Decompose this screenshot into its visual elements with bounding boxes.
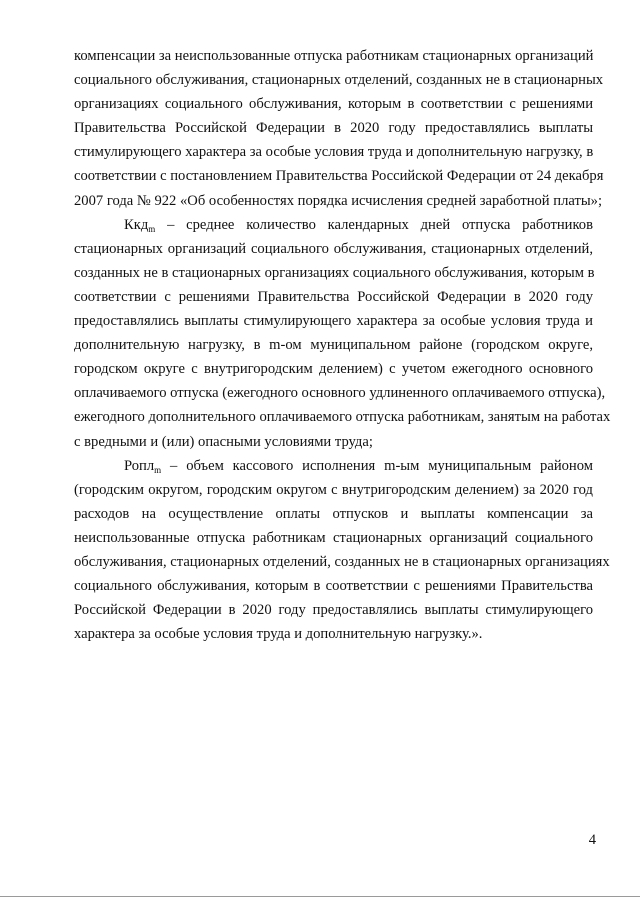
text-line xyxy=(74,454,593,478)
text-line xyxy=(74,92,593,116)
line-text: стимулирующего характера за особые условия труда и дополнительную нагрузку, в xyxy=(74,144,594,161)
paragraph-p1 xyxy=(74,44,604,213)
text-line xyxy=(74,285,593,309)
line-text: Правительства Российской Федерации в 2020 году предоставлялись выплаты xyxy=(74,120,593,137)
line-text: компенсации за неиспользованные отпуска работникам стационарных организаций xyxy=(74,48,594,64)
line-text: дополнительную нагрузку, в m-ом муниципальном районе (городском округе, xyxy=(74,337,593,354)
formula-subscript: m xyxy=(154,464,162,475)
line-text: характера за особые условия труда и дополнительную нагрузку.». xyxy=(74,626,483,643)
text-line xyxy=(74,622,593,646)
formula-term: Ккд xyxy=(124,216,149,233)
text-line xyxy=(74,502,593,526)
line-text: расходов на осуществление оплаты отпусков и выплаты компенсации за xyxy=(74,505,593,522)
paragraph-p3 xyxy=(74,454,610,647)
text-line xyxy=(74,140,593,164)
line-text: стационарных организаций социального обслуживания, стационарных отделений, xyxy=(74,240,593,257)
text-line xyxy=(74,430,593,454)
formula-term: Ропл xyxy=(124,457,155,474)
text-line xyxy=(74,333,593,357)
line-text: оплачиваемого отпуска (ежегодного основного удлиненного оплачиваемого отпуска), xyxy=(74,385,606,402)
line-text: организациях социального обслуживания, которым в соответствии с решениями xyxy=(74,96,593,113)
text-line xyxy=(74,526,593,550)
text-line xyxy=(74,309,593,333)
body-text xyxy=(74,44,611,646)
text-line xyxy=(74,116,593,140)
text-line xyxy=(74,574,593,598)
text-line xyxy=(74,478,593,502)
line-text: соответствии с постановлением Правительства Российской Федерации от 24 декабря xyxy=(74,168,604,185)
text-line xyxy=(74,237,593,261)
text-line xyxy=(74,68,604,92)
line-text: Российской Федерации в 2020 году предоставлялись выплаты стимулирующего xyxy=(74,602,593,619)
text-line xyxy=(74,598,593,622)
line-text: созданных не в стационарных организациях социального обслуживания, которым в xyxy=(74,264,595,281)
text-line xyxy=(74,357,593,381)
page-number: 4 xyxy=(588,832,596,848)
line-text: (городским округом, городским округом с внутригородским делением) за 2020 год xyxy=(74,481,593,498)
text-line xyxy=(74,261,593,285)
line-text: городском округе с внутригородским делением) с учетом ежегодного основного xyxy=(74,361,593,378)
text-line xyxy=(74,405,611,429)
text-line xyxy=(74,381,606,405)
paragraph-p2 xyxy=(74,213,611,454)
text-line xyxy=(74,213,593,237)
line-text: социального обслуживания, стационарных отделений, созданных не в стационарных xyxy=(74,72,604,89)
line-text: – объем кассового исполнения m-ым муниципальным районом xyxy=(161,457,593,474)
line-text: соответствии с решениями Правительства Российской Федерации в 2020 году xyxy=(74,288,593,305)
line-text: – среднее количество календарных дней отпуска работников xyxy=(155,216,593,233)
line-text: ежегодного дополнительного оплачиваемого отпуска работникам, занятым на работах xyxy=(74,409,611,426)
line-text: 2007 года № 922 «Об особенностях порядка исчисления средней заработной платы»; xyxy=(74,192,602,209)
line-text: обслуживания, стационарных отделений, созданных не в стационарных организациях xyxy=(74,553,610,570)
line-text: с вредными и (или) опасными условиями труда; xyxy=(74,433,373,450)
page-bottom-edge xyxy=(0,896,640,897)
text-line xyxy=(74,164,604,188)
line-text: предоставлялись выплаты стимулирующего характера за особые условия труда и xyxy=(74,313,593,330)
text-line xyxy=(74,550,610,574)
text-line xyxy=(74,44,593,68)
line-text: социального обслуживания, которым в соответствии с решениями Правительства xyxy=(74,578,593,595)
line-text: неиспользованные отпуска работникам стационарных организаций социального xyxy=(74,529,593,546)
text-line xyxy=(74,189,602,213)
formula-subscript: m xyxy=(148,223,156,234)
